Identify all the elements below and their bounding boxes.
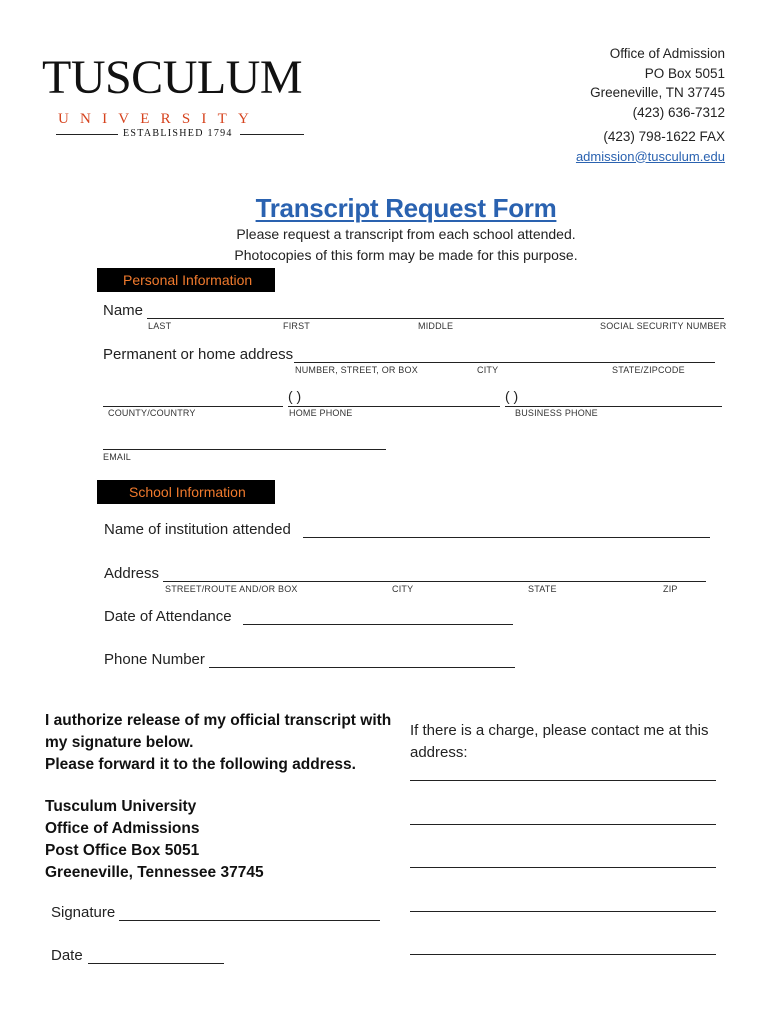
school-phone-label: Phone Number (104, 651, 205, 668)
office-fax: (423) 798-1622 FAX (603, 129, 725, 144)
charge-address-line-4[interactable] (410, 911, 716, 912)
business-phone-area-code: ( ) (505, 388, 519, 404)
logo-rule-right (240, 134, 304, 135)
mailing-line-3: Post Office Box 5051 (45, 842, 200, 859)
form-title: Transcript Request Form (255, 193, 557, 223)
mailing-address (45, 796, 264, 884)
charge-address-line-2[interactable] (410, 824, 716, 825)
date-field[interactable] (88, 963, 224, 964)
home-phone-cap: HOME PHONE (289, 408, 353, 418)
home-address-cap-city: CITY (477, 365, 499, 375)
school-info-header: School Information (97, 480, 275, 504)
email-cap: EMAIL (103, 452, 132, 462)
business-phone-field[interactable] (505, 406, 722, 407)
name-cap-last: LAST (148, 321, 172, 331)
charge-line-2: address: (410, 743, 468, 761)
school-phone-field[interactable] (209, 667, 515, 668)
home-address-cap-state: STATE/ZIPCODE (612, 365, 685, 375)
institution-label: Name of institution attended (104, 521, 291, 538)
university-logo-subtitle: UNIVERSITY (58, 111, 260, 127)
charge-address-line-1[interactable] (410, 780, 716, 781)
university-logo-name: TUSCULUM (42, 51, 303, 104)
date-label: Date (51, 947, 83, 964)
home-address-cap-street: NUMBER, STREET, OR BOX (295, 365, 418, 375)
signature-field[interactable] (119, 920, 380, 921)
school-address-cap-zip: ZIP (663, 584, 678, 594)
authorization-text (45, 710, 391, 776)
charge-address-line-3[interactable] (410, 867, 716, 868)
signature-label: Signature (51, 904, 116, 921)
office-city: Greeneville, TN 37745 (590, 85, 725, 100)
charge-address-line-5[interactable] (410, 954, 716, 955)
county-country-field[interactable] (103, 406, 283, 407)
school-address-label: Address (104, 565, 160, 582)
school-address-field[interactable] (163, 581, 706, 582)
institution-field[interactable] (303, 537, 710, 538)
form-subtitle-2: Photocopies of this form may be made for this purpose. (234, 247, 578, 263)
school-address-cap-city: CITY (392, 584, 414, 594)
home-phone-field[interactable] (288, 406, 500, 407)
name-cap-middle: MIDDLE (418, 321, 454, 331)
university-logo-established: ESTABLISHED 1794 (123, 128, 233, 139)
name-field[interactable] (147, 318, 724, 319)
mailing-line-1: Tusculum University (45, 798, 197, 815)
attendance-label: Date of Attendance (104, 608, 232, 625)
office-phone: (423) 636-7312 (632, 104, 725, 120)
authorization-line-1: I authorize release of my official transcript with (45, 712, 392, 729)
personal-info-header: Personal Information (97, 268, 275, 292)
office-name: Office of Admission (609, 46, 725, 61)
home-address-label: Permanent or home address (103, 346, 294, 363)
school-address-cap-state: STATE (528, 584, 557, 594)
office-po-box: PO Box 5051 (644, 65, 725, 81)
email-field[interactable] (103, 449, 386, 450)
business-phone-cap: BUSINESS PHONE (515, 408, 598, 418)
county-country-cap: COUNTY/COUNTRY (108, 408, 196, 418)
mailing-line-4: Greeneville, Tennessee 37745 (45, 864, 264, 881)
charge-contact-text (410, 720, 709, 763)
authorization-line-3: Please forward it to the following address. (45, 756, 356, 773)
charge-line-1: If there is a charge, please contact me at this (410, 722, 709, 739)
name-cap-ssn: SOCIAL SECURITY NUMBER (600, 321, 727, 331)
office-address-block (576, 44, 725, 166)
authorization-line-2: my signature below. (45, 734, 194, 751)
form-subtitle-1: Please request a transcript from each school attended. (236, 226, 576, 242)
attendance-field[interactable] (243, 624, 513, 625)
office-email-link[interactable]: admission@tusculum.edu (575, 148, 725, 164)
logo-rule-left (56, 134, 118, 135)
home-address-field[interactable] (294, 362, 715, 363)
home-phone-area-code: ( ) (288, 388, 302, 404)
name-label: Name (103, 302, 144, 319)
name-cap-first: FIRST (283, 321, 310, 331)
mailing-line-2: Office of Admissions (45, 820, 200, 837)
school-address-cap-street: STREET/ROUTE AND/OR BOX (165, 584, 298, 594)
